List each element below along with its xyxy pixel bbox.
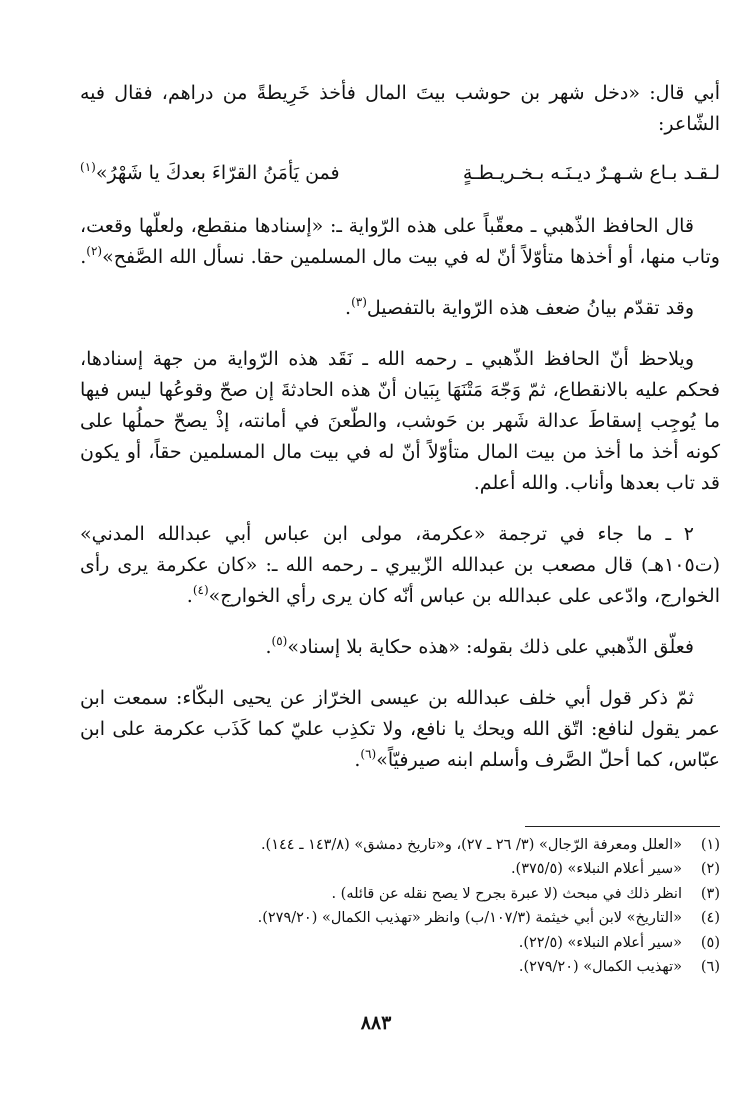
main-text: [80, 78, 720, 796]
footnotes-section: [80, 826, 720, 979]
paragraph-5-text: ٢ ـ ما جاء في ترجمة «عكرمة، مولى ابن عباس أبي عبدالله المدني» (ت١٠٥هـ) قال مصعب بن عبدالله الزّبيري ـ رحمه الله ـ: «كان عكرمة يرى رأى الخوارج، وادّعى على عبدالله بن عباس أنّه كان يرى رأي الخوارج»: [80, 523, 720, 607]
footnote-3: [80, 882, 720, 906]
footnote-4: [80, 906, 720, 930]
footnote-5-text: «سير أعلام النبلاء» (٢٢/٥).: [518, 934, 682, 951]
paragraph-1: [80, 78, 720, 140]
paragraph-7: ثمّ ذكر قول أبي خلف عبدالله بن عيسى الخرّاز عن يحيى البكّاء: سمعت ابن عمر يقول لنافع: اتّق الله ويحك يا نافع، ولا تكذِب عليّ كما كَذَب عكرمة على ابن عبّاس، كما أحلّ الصَّرف وأسلم ابنه صيرفيّاً»$^{(٦)}$.: [80, 687, 720, 771]
footnote-5-number: (٥): [700, 934, 720, 951]
footnote-marker-5[interactable]: (٥): [271, 634, 288, 648]
paragraph-6-text: فعلّق الذّهبي على ذلك بقوله: «هذه حكاية بلا إسناد»: [287, 636, 694, 658]
poem-verse: [80, 158, 720, 189]
footnote-4-number: (٤): [700, 910, 720, 927]
footnote-4-text: «التاريخ» لابن أبي خيثمة (١٠٧/٣/ب) وانظر «تهذيب الكمال» (٢٧٩/٢٠).: [257, 910, 682, 927]
footnote-marker-6[interactable]: (٦): [360, 747, 377, 761]
paragraph-2-text: قال الحافظ الذّهبي ـ معقّباً على هذه الرّواية ـ: «إسنادها منقطع، ولعلّها وقعت، وتاب منها، أو أخذها متأوّلاً أنّ له في بيت مال المسلمين حقا. نسأل الله الصَّفح»: [80, 215, 720, 268]
paragraph-3: وقد تقدّم بيانُ ضعف هذه الرّواية بالتفصيل$^{(٣)}$.: [345, 295, 694, 319]
verse-first-hemistich: [463, 158, 720, 189]
footnote-5: [80, 931, 720, 955]
footnote-2: [80, 857, 720, 881]
footnote-6-number: (٦): [700, 959, 720, 976]
footnote-divider: [525, 826, 720, 827]
footnote-3-number: (٣): [700, 885, 720, 902]
paragraph-4: [80, 344, 720, 499]
paragraph-4-text: ويلاحظ أنّ الحافظ الذّهبي ـ رحمه الله ـ نَقَد هذه الرّواية من جهة إسنادها، فحكم عليه بالانقطاع، ثمّ وَجّهَ مَتْنَهَا بِبَيان أنّ هذه الحادثةَ إن صحّ وقوعُها ليس فيها ما يُوجِب إسقاطَ عدالة شَهر بن حَوشب، والطّعنَ في أمانته، إذْ يصحّ حملُها على كونه أخذ ما أخذ من بيت المال متأوّلاً أنّ له في بيت مال المسلمين حقاً، أو يكون قد تاب بعدها وأناب. والله أعلم.: [80, 348, 720, 494]
footnote-marker-4[interactable]: (٤): [192, 583, 209, 597]
paragraph-1-text: أبي قال: «دخل شهر بن حوشب بيتَ المال فأخذ خَرِيطةً من دراهم، فقال فيه الشّاعر:: [80, 82, 720, 135]
footnote-2-number: (٢): [700, 861, 720, 878]
footnote-marker-3[interactable]: (٣): [351, 295, 367, 309]
footnote-3-text: انظر ذلك في مبحث (لا عبرة بجرح لا يصح نقله عن قائله) .: [331, 885, 682, 902]
verse-second-text: فمن يَأمَنُ القرّاءَ بعدكَ يا شَهْرُ»: [95, 162, 340, 184]
paragraph-2: قال الحافظ الذّهبي ـ معقّباً على هذه الرّواية ـ: «إسنادها منقطع، ولعلّها وقعت، وتاب منها، أو أخذها متأوّلاً أنّ له في بيت مال المسلمين حقا. نسأل الله الصَّفح»$^{(٢)}$.: [80, 215, 720, 268]
footnote-6-text: «تهذيب الكمال» (٢٧٩/٢٠).: [518, 959, 682, 976]
paragraph-5: ٢ ـ ما جاء في ترجمة «عكرمة، مولى ابن عباس أبي عبدالله المدني» (ت١٠٥هـ) قال مصعب بن عبدالله الزّبيري ـ رحمه الله ـ: «كان عكرمة يرى رأى الخوارج، وادّعى على عبدالله بن عباس أنّه كان يرى رأي الخوارج»$^{(٤)}$.: [80, 523, 720, 607]
page-number: ٨٨٣: [360, 1012, 392, 1034]
footnote-marker-2[interactable]: (٢): [86, 244, 103, 258]
paragraph-7-text: ثمّ ذكر قول أبي خلف عبدالله بن عيسى الخرّاز عن يحيى البكّاء: سمعت ابن عمر يقول لنافع: اتّق الله ويحك يا نافع، ولا تكذِب عليّ كما كَذَب عكرمة على ابن عبّاس، كما أحلّ الصَّرف وأسلم ابنه صيرفيّاً»: [80, 687, 720, 771]
footnote-2-text: «سير أعلام النبلاء» (٣٧٥/٥).: [510, 861, 682, 878]
paragraph-6: فعلّق الذّهبي على ذلك بقوله: «هذه حكاية بلا إسناد»$^{(٥)}$.: [265, 634, 694, 658]
verse-second-hemistich: [80, 158, 340, 189]
footnote-marker-1[interactable]: (١): [80, 160, 96, 174]
footnote-1: [80, 833, 720, 857]
footnote-1-text: «العلل ومعرفة الرّجال» (٣/ ٢٦ ـ ٢٧)، و«تاريخ دمشق» (١٤٣/٨ ـ ١٤٤).: [260, 837, 682, 853]
paragraph-3-text: وقد تقدّم بيانُ ضعف هذه الرّواية بالتفصيل: [366, 297, 694, 319]
footnote-1-number: (١): [700, 837, 720, 853]
footnote-6: [80, 955, 720, 979]
verse-first-text: لـقـد بـاع شـهـرٌ ديـنَـه بـخـريـطـةٍ: [462, 162, 720, 184]
